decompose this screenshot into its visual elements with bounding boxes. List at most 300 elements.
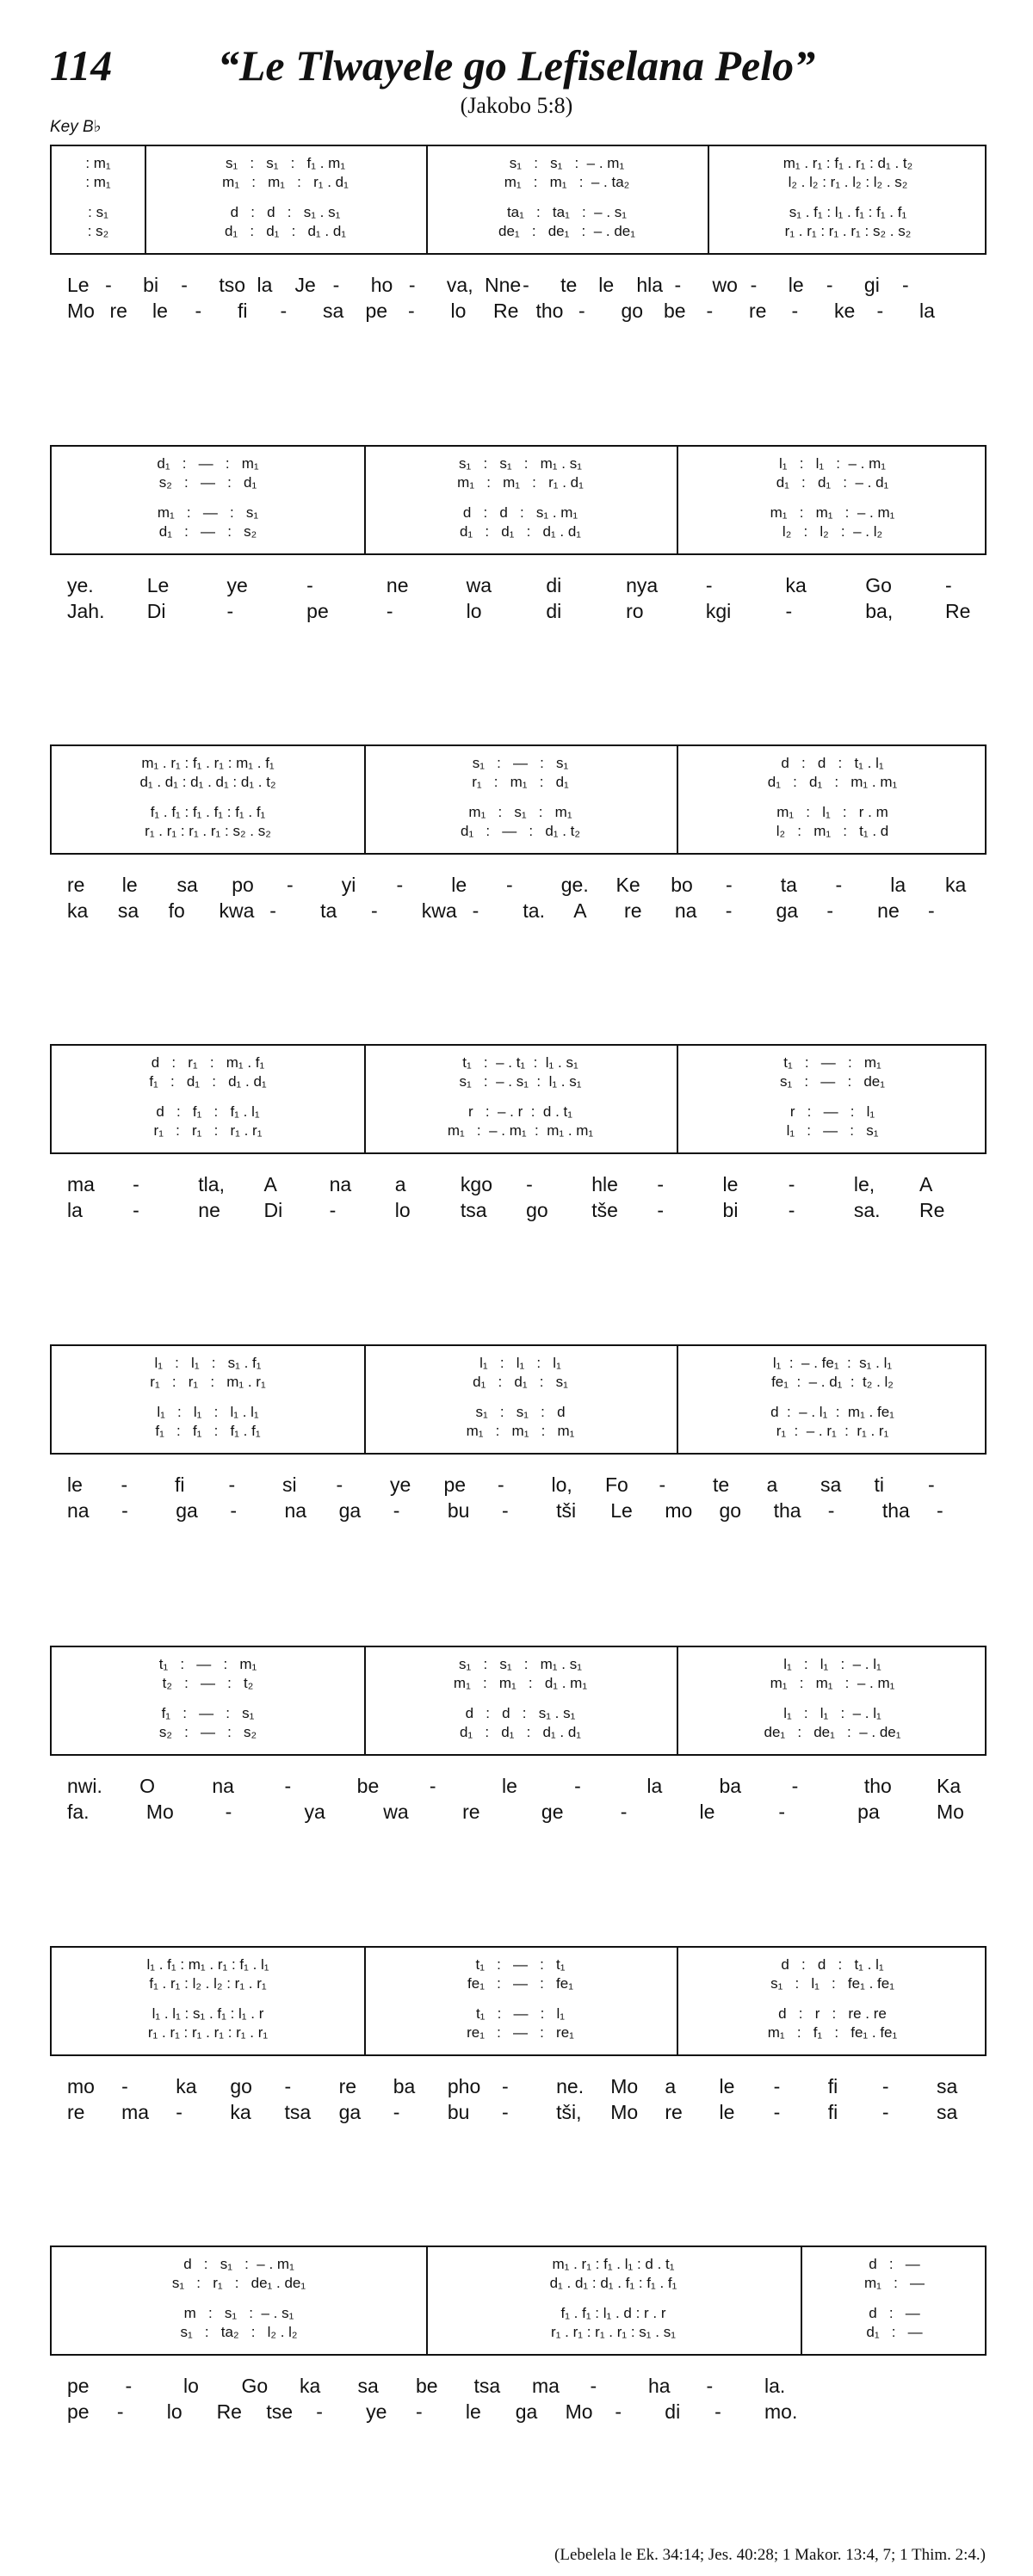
lyric-syllable: lo: [450, 300, 467, 322]
music-system: [50, 2246, 987, 2356]
lyric-syllable: go: [526, 1199, 548, 1221]
lyric-syllable: fo: [168, 899, 185, 922]
voice-part: [52, 2005, 985, 2023]
measure-notes: l₁ : l₁ : – . l₁: [783, 1656, 881, 1672]
measure-notes: l₁ . l₁ : s₁ . f₁ : l₁ . r: [152, 2005, 264, 2022]
lyric-syllable: Le: [610, 1499, 633, 1522]
voice-part: [52, 155, 985, 172]
measure-notes: f₁ . f₁ : f₁ . f₁ : f₁ . f₁: [150, 804, 266, 820]
lyric-syllable: tše: [591, 1199, 618, 1221]
lyric-syllable: -: [284, 2075, 292, 2097]
measure-notes: l₁ . f₁ : m₁ . r₁ : f₁ . l₁: [146, 1956, 269, 1973]
lyric-syllable: -: [657, 1173, 665, 1195]
measure-notes: d₁ : — : d₁ . t₂: [461, 823, 580, 839]
lyric-syllable: Nne: [485, 274, 522, 296]
lyric-syllable: go: [621, 300, 644, 322]
lyric-syllable: fi: [238, 300, 248, 322]
measure-notes: s₁ : — : de₁: [779, 1073, 885, 1090]
lyric-syllable: lo: [394, 1199, 411, 1221]
lyric-syllable: ka: [67, 899, 89, 922]
key-signature: Key B♭: [50, 118, 102, 136]
measure-notes: s₁ : s₁ : d: [475, 1404, 566, 1420]
lyric-line: [50, 1472, 987, 1498]
measure-notes: t₁ : — : m₁: [783, 1054, 881, 1071]
measure-notes: : s₂: [87, 223, 109, 239]
measure-notes: d : —: [869, 2305, 920, 2321]
lyric-syllable: sa: [323, 300, 344, 322]
lyric-syllable: -: [269, 899, 276, 922]
music-system: [50, 1044, 987, 1154]
lyric-syllable: ga: [515, 2400, 538, 2423]
lyric-syllable: -: [706, 2375, 714, 2397]
lyric-syllable: be: [664, 300, 686, 322]
voice-part: [52, 1103, 985, 1121]
lyric-syllable: ka: [945, 874, 967, 896]
voice-part: [52, 1975, 985, 1992]
measure-notes: f₁ . f₁ : l₁ . d : r . r: [560, 2305, 666, 2321]
lyric-syllable: sa: [937, 2101, 958, 2123]
lyric-syllable: sa: [117, 899, 139, 922]
lyric-syllable: -: [791, 300, 799, 322]
measure-notes: r : — : l₁: [789, 1103, 875, 1120]
lyric-syllable: -: [393, 1499, 400, 1522]
lyric-syllable: tsa: [460, 1199, 487, 1221]
lyric-syllable: ka: [230, 2101, 251, 2123]
lyric-syllable: bu: [447, 1499, 470, 1522]
lyric-syllable: ka: [300, 2375, 321, 2397]
lyric-syllable: be: [356, 1775, 380, 1797]
lyric-syllable: bo: [671, 874, 693, 896]
lyric-syllable: ga: [776, 899, 799, 922]
measure-notes: l₁ : — : s₁: [786, 1122, 879, 1139]
lyric-line: [50, 2099, 987, 2125]
lyric-syllable: A: [263, 1173, 277, 1195]
measure-notes: m : s₁ : – . s₁: [183, 2305, 294, 2321]
voice-part: [52, 1355, 985, 1372]
lyric-syllable: -: [714, 2400, 721, 2423]
voice-part: [52, 1073, 985, 1090]
measure-notes: f₁ : — : s₁: [161, 1705, 255, 1721]
lyric-syllable: Re: [945, 600, 971, 622]
footnote: (Lebelela le Ek. 34:14; Jes. 40:28; 1 Makor. 13:4, 7; 1 Thim. 2:4.): [554, 2546, 986, 2564]
lyric-syllable: hle: [591, 1173, 618, 1195]
lyric-syllable: re: [109, 300, 127, 322]
lyric-line: [50, 1197, 987, 1223]
lyric-syllable: Mo: [565, 2400, 593, 2423]
lyric-syllable: le: [699, 1801, 715, 1823]
lyric-syllable: ga: [176, 1499, 198, 1522]
lyric-syllable: bu: [447, 2101, 470, 2123]
measure-notes: m₁ : l₁ : r . m: [776, 804, 888, 820]
measure-notes: m₁ : m₁ : m₁: [466, 1423, 575, 1439]
measure-notes: m₁ : —: [864, 2275, 925, 2291]
lyric-syllable: yi: [341, 874, 356, 896]
lyric-syllable: -: [835, 874, 843, 896]
lyric-syllable: la: [890, 874, 906, 896]
measure-notes: s₁ : – . s₁ : l₁ . s₁: [459, 1073, 582, 1090]
lyric-syllable: a: [766, 1473, 778, 1496]
lyric-syllable: -: [225, 1801, 232, 1823]
lyric-syllable: -: [284, 1775, 292, 1797]
measure-notes: m₁ : m₁ : – . m₁: [770, 504, 895, 521]
lyric-syllable: Fo: [605, 1473, 628, 1496]
lyric-syllable: -: [674, 274, 682, 296]
lyric-syllable: -: [336, 1473, 343, 1496]
lyric-syllable: fi: [827, 2075, 838, 2097]
lyric-syllable: le: [67, 1473, 83, 1496]
lyric-syllable: -: [574, 1775, 581, 1797]
lyric-syllable: -: [788, 1173, 795, 1195]
measure-notes: t₁ : — : m₁: [158, 1656, 257, 1672]
voice-part: [52, 474, 985, 491]
measure-notes: d : r₁ : m₁ . f₁: [151, 1054, 265, 1071]
measure-notes: d : d : s₁ . s₁: [230, 204, 341, 220]
lyric-syllable: le,: [853, 1173, 875, 1195]
lyric-syllable: Le: [67, 274, 90, 296]
measure-notes: d : f₁ : f₁ . l₁: [156, 1103, 260, 1120]
lyric-syllable: -: [705, 574, 713, 596]
music-system: [50, 145, 987, 255]
measure-notes: r₁ . r₁ : r₁ . r₁ : r₁ . r₁: [147, 2024, 269, 2041]
lyric-syllable: Ka: [937, 1775, 962, 1797]
measure-notes: fe₁ : — : fe₁: [467, 1975, 573, 1992]
lyric-syllable: pa: [857, 1801, 880, 1823]
lyric-syllable: ge.: [560, 874, 589, 896]
lyric-syllable: kwa: [219, 899, 255, 922]
lyric-syllable: le: [121, 874, 138, 896]
measure-notes: d₁ : d₁ : m₁ . m₁: [767, 774, 898, 790]
music-system: [50, 1344, 987, 1455]
lyric-syllable: ne: [386, 574, 409, 596]
lyric-syllable: di: [546, 600, 562, 622]
lyric-syllable: -: [332, 274, 340, 296]
lyric-syllable: hla: [636, 274, 664, 296]
measure-notes: r₁ : r₁ : m₁ . r₁: [150, 1374, 266, 1390]
lyric-syllable: ma: [532, 2375, 560, 2397]
lyric-syllable: te: [713, 1473, 730, 1496]
voice-part: [52, 2024, 985, 2042]
lyric-syllable: -: [578, 300, 585, 322]
lyric-syllable: -: [393, 2101, 400, 2123]
lyric-syllable: Di: [146, 600, 166, 622]
lyric-syllable: na: [212, 1775, 234, 1797]
lyric-syllable: ka: [176, 2075, 197, 2097]
voice-part: [52, 1122, 985, 1140]
measure-notes: d₁ : d₁ : d₁ . d₁: [459, 523, 582, 540]
lyric-syllable: si: [282, 1473, 297, 1496]
lyric-syllable: -: [706, 300, 714, 322]
lyric-syllable: -: [590, 2375, 597, 2397]
lyric-syllable: la: [257, 274, 273, 296]
lyric-syllable: bi: [722, 1199, 739, 1221]
measure-notes: t₁ : — : t₁: [475, 1956, 566, 1973]
lyric-syllable: A: [573, 899, 587, 922]
lyric-syllable: -: [523, 274, 529, 296]
lyric-syllable: re: [338, 2075, 357, 2097]
lyrics-block: [50, 1472, 987, 1527]
lyric-syllable: -: [121, 1499, 128, 1522]
lyric-syllable: po: [232, 874, 254, 896]
lyric-syllable: lo: [166, 2400, 182, 2423]
lyric-syllable: na: [329, 1173, 352, 1195]
lyric-line: [50, 2073, 987, 2099]
lyric-syllable: lo,: [551, 1473, 572, 1496]
measure-notes: l₁ : l₁ : – . m₁: [779, 455, 886, 472]
measure-notes: d : d : t₁ . l₁: [781, 755, 884, 771]
lyric-syllable: sa: [176, 874, 198, 896]
measure-notes: r₁ . r₁ : r₁ . r₁ : s₂ . s₂: [784, 223, 912, 239]
lyric-syllable: gi: [863, 274, 880, 296]
measure-notes: d : – . l₁ : m₁ . fe₁: [770, 1404, 894, 1420]
measure-notes: m₁ : m₁ : d₁ . m₁: [453, 1675, 588, 1691]
lyric-syllable: tho: [535, 300, 564, 322]
lyric-syllable: -: [408, 274, 416, 296]
lyric-syllable: re: [67, 2101, 85, 2123]
lyric-syllable: te: [560, 274, 578, 296]
measure-notes: m₁ . r₁ : f₁ . l₁ : d . t₁: [552, 2256, 675, 2272]
lyric-syllable: tho: [863, 1775, 892, 1797]
lyric-syllable: sa.: [853, 1199, 881, 1221]
lyric-syllable: bi: [143, 274, 159, 296]
lyric-syllable: Go: [865, 574, 892, 596]
lyric-syllable: ye: [390, 1473, 411, 1496]
lyric-syllable: -: [316, 2400, 323, 2423]
measure-notes: l₂ . l₂ : r₁ . l₂ : l₂ . s₂: [788, 174, 908, 190]
lyric-syllable: -: [226, 600, 234, 622]
voice-part: [52, 1656, 985, 1673]
lyric-syllable: ye: [366, 2400, 387, 2423]
measure-notes: l₁ : l₁ : s₁ . f₁: [154, 1355, 262, 1371]
lyric-syllable: tse: [266, 2400, 294, 2423]
lyric-syllable: ro: [626, 600, 644, 622]
lyric-syllable: -: [827, 1499, 835, 1522]
lyric-syllable: la.: [764, 2375, 786, 2397]
voice-part: [52, 804, 985, 821]
measure-notes: m₁ : m₁ : r₁ . d₁: [457, 474, 584, 491]
lyric-syllable: ne.: [556, 2075, 585, 2097]
measure-notes: s₁ : r₁ : de₁ . de₁: [171, 2275, 306, 2291]
music-system: [50, 445, 987, 555]
voice-part: [52, 174, 985, 191]
lyric-syllable: wa: [466, 574, 492, 596]
measure-notes: r : – . r : d . t₁: [468, 1103, 572, 1120]
lyrics-block: [50, 2373, 987, 2428]
lyric-syllable: wa: [383, 1801, 409, 1823]
measure-notes: d₁ . d₁ : d₁ . d₁ : d₁ . t₂: [139, 774, 276, 790]
lyric-syllable: -: [329, 1199, 337, 1221]
lyric-syllable: be: [416, 2375, 438, 2397]
lyrics-block: [50, 2073, 987, 2128]
voice-part: [52, 1675, 985, 1692]
measure-notes: d : d : s₁ . m₁: [462, 504, 578, 521]
lyric-syllable: -: [526, 1173, 533, 1195]
measure-notes: d : —: [869, 2256, 920, 2272]
lyric-syllable: -: [750, 274, 758, 296]
lyric-syllable: le: [451, 874, 467, 896]
lyric-syllable: ka: [785, 574, 807, 596]
lyric-syllable: pe: [67, 2400, 90, 2423]
measure-notes: r₁ : – . r₁ : r₁ . r₁: [776, 1423, 889, 1439]
measure-notes: s₁ : l₁ : fe₁ . fe₁: [770, 1975, 894, 1992]
lyric-syllable: re: [665, 2101, 683, 2123]
lyric-syllable: Je: [294, 274, 316, 296]
lyric-syllable: re: [67, 874, 85, 896]
lyric-syllable: ye.: [67, 574, 94, 596]
lyric-syllable: -: [396, 874, 404, 896]
voice-part: [52, 223, 985, 240]
lyric-syllable: Mo: [610, 2075, 639, 2097]
voice-part: [52, 455, 985, 473]
voice-part: [52, 2305, 985, 2322]
lyric-line: [50, 598, 987, 624]
lyric-syllable: -: [788, 1199, 795, 1221]
lyric-syllable: sa: [357, 2375, 379, 2397]
lyric-syllable: -: [416, 2400, 423, 2423]
lyric-syllable: Re: [216, 2400, 242, 2423]
lyric-syllable: nya: [626, 574, 659, 596]
lyric-syllable: tha: [773, 1499, 801, 1522]
music-system: [50, 1946, 987, 2056]
lyric-syllable: Mo: [145, 1801, 174, 1823]
measure-notes: fe₁ : – . d₁ : t₂ . l₂: [771, 1374, 894, 1390]
measure-notes: d₁ : — : s₂: [158, 523, 257, 540]
lyric-syllable: lo: [466, 600, 482, 622]
lyric-syllable: go: [719, 1499, 742, 1522]
lyric-syllable: Mo: [937, 1801, 964, 1823]
lyric-syllable: -: [876, 300, 884, 322]
measure-notes: f₁ : d₁ : d₁ . d₁: [149, 1073, 267, 1090]
lyric-syllable: wo: [712, 274, 738, 296]
lyric-syllable: pe: [306, 600, 329, 622]
lyric-syllable: kwa: [421, 899, 457, 922]
lyric-syllable: -: [881, 2075, 889, 2097]
lyric-syllable: -: [195, 300, 202, 322]
measure-notes: m₁ . r₁ : f₁ . r₁ : m₁ . f₁: [141, 755, 275, 771]
measure-notes: t₁ : — : l₁: [475, 2005, 566, 2022]
measure-notes: l₂ : m₁ : t₁ . d: [776, 823, 889, 839]
voice-part: [52, 2275, 985, 2292]
voice-part: [52, 1956, 985, 1974]
lyric-syllable: -: [502, 2101, 509, 2123]
lyric-syllable: lo: [183, 2375, 199, 2397]
lyric-syllable: -: [928, 899, 935, 922]
lyric-syllable: pe: [67, 2375, 90, 2397]
lyric-syllable: la: [919, 300, 935, 322]
scripture-reference: (Jakobo 5:8): [460, 93, 573, 118]
measure-notes: d₁ : d₁ : – . d₁: [776, 474, 889, 491]
measure-notes: : m₁: [85, 174, 111, 190]
measure-notes: re₁ : — : re₁: [467, 2024, 574, 2041]
lyric-syllable: -: [230, 1499, 238, 1522]
lyric-syllable: tla,: [198, 1173, 225, 1195]
voice-part: [52, 1724, 985, 1741]
lyric-syllable: -: [121, 2075, 128, 2097]
lyric-syllable: -: [902, 274, 909, 296]
measure-notes: d : r : re . re: [778, 2005, 887, 2022]
lyric-syllable: O: [139, 1775, 156, 1797]
lyric-line: [50, 572, 987, 598]
lyric-syllable: le: [719, 2101, 735, 2123]
lyric-syllable: pe: [365, 300, 388, 322]
measure-notes: f₁ . r₁ : l₂ . l₂ : r₁ . r₁: [149, 1975, 267, 1992]
lyric-syllable: na: [67, 1499, 90, 1522]
lyric-syllable: -: [133, 1199, 139, 1221]
voice-part: [52, 1404, 985, 1421]
lyric-syllable: -: [785, 600, 793, 622]
lyric-line: [50, 1498, 987, 1523]
measure-notes: m₁ : m₁ : – . m₁: [770, 1675, 895, 1691]
lyric-syllable: ye: [226, 574, 248, 596]
measure-notes: d₁ : —: [866, 2324, 923, 2340]
measure-notes: s₁ : ta₂ : l₂ . l₂: [180, 2324, 298, 2340]
lyric-syllable: na: [674, 899, 697, 922]
lyric-syllable: ba: [393, 2075, 416, 2097]
measure-notes: d : d : s₁ . s₁: [465, 1705, 576, 1721]
lyrics-block: [50, 1773, 987, 1828]
measure-notes: s₂ : — : s₂: [158, 1724, 257, 1740]
lyric-syllable: le: [788, 274, 804, 296]
measure-notes: d₁ . d₁ : d₁ . f₁ : f₁ . f₁: [549, 2275, 677, 2291]
lyric-syllable: le: [598, 274, 615, 296]
lyric-syllable: ha: [648, 2375, 671, 2397]
lyric-syllable: -: [429, 1775, 436, 1797]
measure-notes: ta₁ : ta₁ : – . s₁: [506, 204, 628, 220]
lyric-syllable: sa: [820, 1473, 842, 1496]
lyric-syllable: la: [646, 1775, 663, 1797]
measure-notes: l₁ : l₁ : l₁: [479, 1355, 561, 1371]
measure-notes: r₁ . r₁ : r₁ . r₁ : s₂ . s₂: [145, 823, 271, 839]
lyric-syllable: di: [546, 574, 562, 596]
lyric-syllable: tši: [556, 1499, 577, 1522]
measure-notes: d₁ : d₁ : d₁ . d₁: [224, 223, 347, 239]
lyric-syllable: a: [394, 1173, 406, 1195]
lyric-syllable: -: [370, 899, 378, 922]
lyric-syllable: -: [280, 300, 288, 322]
lyric-syllable: tha: [881, 1499, 910, 1522]
lyric-syllable: -: [498, 1473, 504, 1496]
lyric-syllable: Di: [263, 1199, 283, 1221]
lyric-syllable: ma: [67, 1173, 95, 1195]
lyric-syllable: -: [133, 1173, 139, 1195]
lyric-syllable: tši,: [556, 2101, 582, 2123]
lyric-syllable: le: [722, 1173, 739, 1195]
voice-part: [52, 504, 985, 522]
measure-notes: r₁ : m₁ : d₁: [472, 774, 569, 790]
lyric-syllable: re: [462, 1801, 480, 1823]
voice-part: [52, 774, 985, 791]
lyric-syllable: la: [67, 1199, 83, 1221]
lyric-syllable: ma: [121, 2101, 150, 2123]
voice-part: [52, 1705, 985, 1722]
lyric-syllable: -: [287, 874, 294, 896]
lyric-syllable: ne: [877, 899, 900, 922]
measure-notes: : s₁: [88, 204, 108, 220]
lyric-syllable: fi: [175, 1473, 185, 1496]
measure-notes: s₁ : s₁ : – . m₁: [509, 155, 625, 171]
measure-notes: m₁ : – . m₁ : m₁ . m₁: [447, 1122, 594, 1139]
lyric-syllable: -: [657, 1199, 665, 1221]
lyric-syllable: -: [791, 1775, 799, 1797]
lyric-syllable: ga: [338, 2101, 362, 2123]
lyrics-block: [50, 872, 987, 927]
lyric-syllable: Le: [146, 574, 170, 596]
lyric-syllable: -: [502, 1499, 509, 1522]
lyric-syllable: ba: [719, 1775, 742, 1797]
lyric-syllable: -: [181, 274, 188, 296]
measure-notes: de₁ : de₁ : – . de₁: [764, 1724, 901, 1740]
voice-part: [52, 204, 985, 221]
voice-part: [52, 1423, 985, 1440]
